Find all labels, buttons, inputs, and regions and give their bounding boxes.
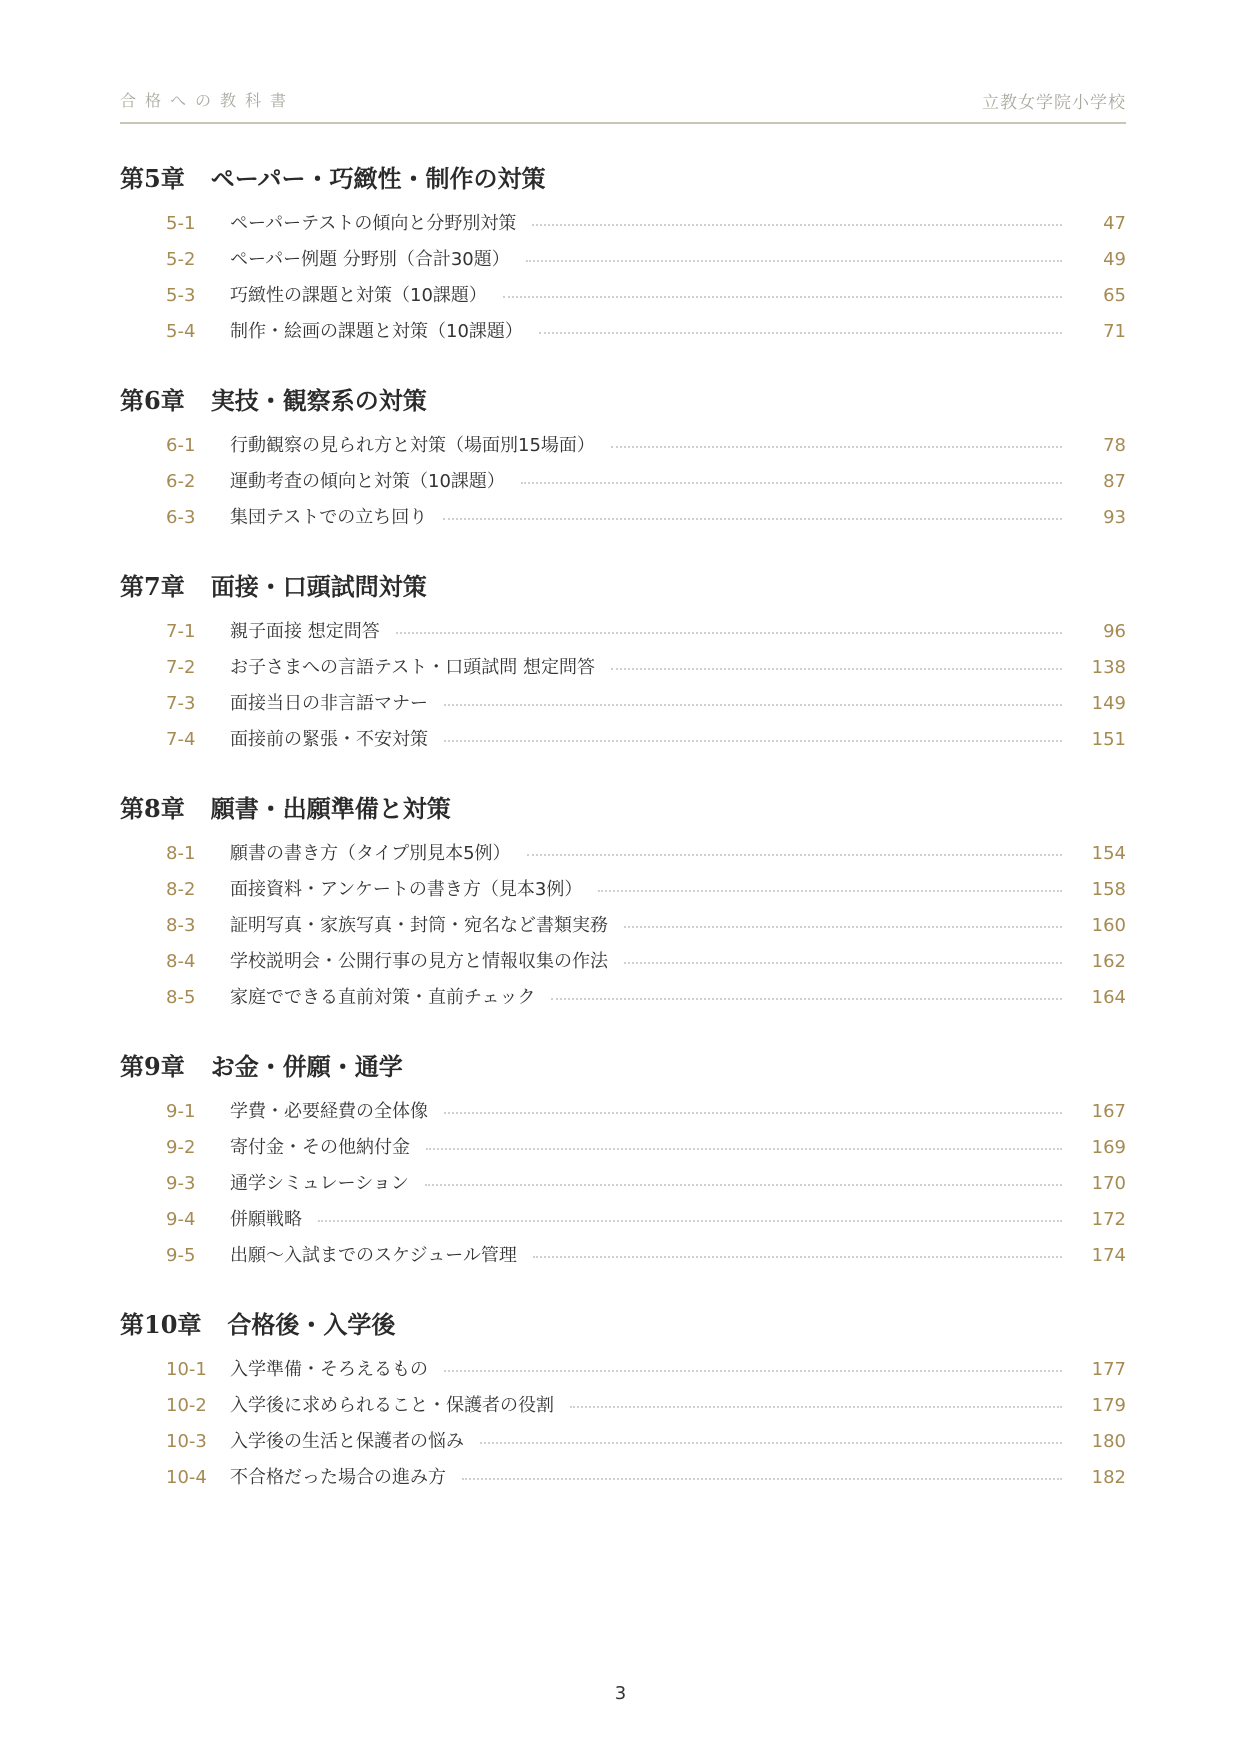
dot-leader: [444, 704, 1062, 706]
entry-line: [230, 206, 1062, 242]
entry-page-number: 138: [1091, 657, 1126, 678]
entry-title: 家庭でできる直前対策・直前チェック: [230, 987, 536, 1008]
chapter-heading: [120, 158, 1126, 200]
entry-page-number: 182: [1091, 1467, 1126, 1488]
toc-entry: [120, 686, 1126, 722]
toc-entry: [120, 1424, 1126, 1460]
chapter-heading: [120, 788, 1126, 830]
toc-entry: [120, 428, 1126, 464]
chapter-heading: [120, 1304, 1126, 1346]
chapter-title: 願書・出願準備と対策: [210, 794, 451, 823]
toc-chapter: [120, 788, 1126, 1016]
entry-number: 5-4: [166, 321, 196, 342]
entry-number: 7-4: [166, 729, 196, 750]
entry-title: お子さまへの言語テスト・口頭試問 想定問答: [230, 657, 595, 678]
entry-line: [230, 722, 1062, 758]
entry-page-number: 158: [1091, 879, 1126, 900]
entry-line: [230, 650, 1062, 686]
dot-leader: [425, 1184, 1062, 1186]
entry-number: 9-2: [166, 1137, 196, 1158]
entry-title: ペーパー例題 分野別（合計30題）: [230, 249, 510, 270]
entry-line: [230, 278, 1062, 314]
entry-line: [230, 1130, 1062, 1166]
entry-line: [230, 980, 1062, 1016]
entry-number: 5-2: [166, 249, 196, 270]
entry-page-number: 179: [1091, 1395, 1126, 1416]
chapter-number: 第6章: [120, 386, 185, 415]
entry-title: 面接当日の非言語マナー: [230, 693, 428, 714]
toc-chapter: [120, 566, 1126, 758]
entry-line: [230, 1094, 1062, 1130]
toc-entry: [120, 1352, 1126, 1388]
chapter-title: お金・併願・通学: [210, 1052, 403, 1081]
entry-number: 5-3: [166, 285, 196, 306]
dot-leader: [426, 1148, 1062, 1150]
dot-leader: [444, 1370, 1062, 1372]
entry-page-number: 78: [1103, 435, 1126, 456]
toc-entry: [120, 614, 1126, 650]
page-number: 3: [614, 1683, 627, 1704]
chapter-heading: [120, 566, 1126, 608]
entry-number: 9-5: [166, 1245, 196, 1266]
entry-page-number: 162: [1091, 951, 1126, 972]
entry-title: 願書の書き方（タイプ別見本5例）: [230, 843, 511, 864]
dot-leader: [444, 1112, 1062, 1114]
chapter-number: 第7章: [120, 572, 185, 601]
entry-number: 5-1: [166, 213, 196, 234]
toc-entry: [120, 1388, 1126, 1424]
entry-page-number: 160: [1091, 915, 1126, 936]
entry-page-number: 154: [1091, 843, 1126, 864]
dot-leader: [443, 518, 1062, 520]
dot-leader: [611, 668, 1062, 670]
entry-title: 不合格だった場合の進み方: [230, 1467, 446, 1488]
entry-title: 面接前の緊張・不安対策: [230, 729, 428, 750]
entry-line: [230, 314, 1062, 350]
toc-entry: [120, 500, 1126, 536]
entry-title: 面接資料・アンケートの書き方（見本3例）: [230, 879, 583, 900]
dot-leader: [527, 854, 1062, 856]
chapter-heading: [120, 1046, 1126, 1088]
entry-number: 9-4: [166, 1209, 196, 1230]
entry-number: 8-1: [166, 843, 196, 864]
page-header: [120, 88, 1126, 124]
entry-number: 6-3: [166, 507, 196, 528]
dot-leader: [521, 482, 1062, 484]
entry-page-number: 93: [1103, 507, 1126, 528]
entry-number: 10-1: [166, 1359, 207, 1380]
toc-entry: [120, 722, 1126, 758]
toc-entry: [120, 944, 1126, 980]
entry-number: 9-3: [166, 1173, 196, 1194]
toc-entry: [120, 1460, 1126, 1496]
toc-entry: [120, 1202, 1126, 1238]
entry-number: 7-1: [166, 621, 196, 642]
entry-title: 行動観察の見られ方と対策（場面別15場面）: [230, 435, 595, 456]
dot-leader: [503, 296, 1062, 298]
dot-leader: [551, 998, 1062, 1000]
entry-page-number: 169: [1091, 1137, 1126, 1158]
toc-chapter: [120, 380, 1126, 536]
entry-line: [230, 908, 1062, 944]
header-book-title: 合格への教科書: [120, 91, 296, 110]
toc-entry: [120, 980, 1126, 1016]
toc-chapter: [120, 1046, 1126, 1274]
entry-number: 8-4: [166, 951, 196, 972]
entry-title: 出願〜入試までのスケジュール管理: [230, 1245, 517, 1266]
toc-chapter: [120, 158, 1126, 350]
dot-leader: [318, 1220, 1062, 1222]
entry-title: 通学シミュレーション: [230, 1173, 409, 1194]
entry-line: [230, 1424, 1062, 1460]
toc-entry: [120, 242, 1126, 278]
entry-title: 親子面接 想定問答: [230, 621, 380, 642]
toc-entry: [120, 1166, 1126, 1202]
entry-line: [230, 686, 1062, 722]
toc-entry: [120, 1130, 1126, 1166]
chapter-number: 第9章: [120, 1052, 185, 1081]
chapter-title: 合格後・入学後: [227, 1310, 396, 1339]
entry-line: [230, 1238, 1062, 1274]
entry-page-number: 167: [1091, 1101, 1126, 1122]
entry-title: 制作・絵画の課題と対策（10課題）: [230, 321, 523, 342]
entry-page-number: 151: [1091, 729, 1126, 750]
entry-line: [230, 1460, 1062, 1496]
entry-number: 7-2: [166, 657, 196, 678]
entry-line: [230, 1202, 1062, 1238]
toc-entry: [120, 1238, 1126, 1274]
entry-line: [230, 836, 1062, 872]
entry-title: 運動考査の傾向と対策（10課題）: [230, 471, 505, 492]
entry-title: 寄付金・その他納付金: [230, 1137, 410, 1158]
entry-page-number: 170: [1091, 1173, 1126, 1194]
entry-page-number: 47: [1103, 213, 1126, 234]
entry-title: 巧緻性の課題と対策（10課題）: [230, 285, 487, 306]
toc-entry: [120, 314, 1126, 350]
entry-number: 6-2: [166, 471, 196, 492]
entry-page-number: 71: [1103, 321, 1126, 342]
entry-line: [230, 242, 1062, 278]
entry-title: 証明写真・家族写真・封筒・宛名など書類実務: [230, 915, 608, 936]
chapter-number: 第8章: [120, 794, 185, 823]
toc-entry: [120, 464, 1126, 500]
entry-number: 8-3: [166, 915, 196, 936]
dot-leader: [624, 926, 1062, 928]
dot-leader: [611, 446, 1062, 448]
entry-line: [230, 614, 1062, 650]
dot-leader: [539, 332, 1062, 334]
entry-line: [230, 1166, 1062, 1202]
entry-page-number: 164: [1091, 987, 1126, 1008]
entry-title: 入学後に求められること・保護者の役割: [230, 1395, 554, 1416]
entry-number: 7-3: [166, 693, 196, 714]
entry-line: [230, 1352, 1062, 1388]
dot-leader: [598, 890, 1062, 892]
entry-line: [230, 872, 1062, 908]
chapter-number: 第5章: [120, 164, 185, 193]
toc-entry: [120, 836, 1126, 872]
toc-entry: [120, 650, 1126, 686]
dot-leader: [526, 260, 1062, 262]
dot-leader: [396, 632, 1062, 634]
entry-title: ペーパーテストの傾向と分野別対策: [230, 213, 517, 234]
toc-entry: [120, 908, 1126, 944]
entry-line: [230, 944, 1062, 980]
chapter-title: ペーパー・巧緻性・制作の対策: [210, 164, 546, 193]
entry-number: 10-2: [166, 1395, 207, 1416]
toc-entry: [120, 278, 1126, 314]
entry-page-number: 177: [1091, 1359, 1126, 1380]
entry-page-number: 96: [1103, 621, 1126, 642]
header-school-name: 立教女学院小学校: [982, 93, 1126, 113]
toc-entry: [120, 1094, 1126, 1130]
toc-entry: [120, 872, 1126, 908]
toc-chapter: [120, 1304, 1126, 1496]
entry-number: 8-2: [166, 879, 196, 900]
entry-line: [230, 500, 1062, 536]
entry-page-number: 65: [1103, 285, 1126, 306]
entry-number: 9-1: [166, 1101, 196, 1122]
dot-leader: [444, 740, 1062, 742]
chapter-number: 第10章: [120, 1310, 202, 1339]
entry-title: 集団テストでの立ち回り: [230, 507, 428, 528]
entry-title: 学費・必要経費の全体像: [230, 1101, 428, 1122]
dot-leader: [533, 1256, 1062, 1258]
chapter-heading: [120, 380, 1126, 422]
entry-title: 入学準備・そろえるもの: [230, 1359, 428, 1380]
entry-title: 併願戦略: [230, 1209, 302, 1230]
entry-page-number: 149: [1091, 693, 1126, 714]
dot-leader: [480, 1442, 1062, 1444]
entry-number: 6-1: [166, 435, 196, 456]
entry-line: [230, 1388, 1062, 1424]
chapter-title: 実技・観察系の対策: [210, 386, 427, 415]
entry-line: [230, 428, 1062, 464]
entry-number: 10-3: [166, 1431, 207, 1452]
entry-page-number: 87: [1103, 471, 1126, 492]
entry-page-number: 174: [1091, 1245, 1126, 1266]
dot-leader: [462, 1478, 1062, 1480]
toc-entry: [120, 206, 1126, 242]
entry-page-number: 180: [1091, 1431, 1126, 1452]
entry-number: 8-5: [166, 987, 196, 1008]
entry-line: [230, 464, 1062, 500]
chapter-title: 面接・口頭試問対策: [210, 572, 427, 601]
entry-page-number: 49: [1103, 249, 1126, 270]
entry-title: 学校説明会・公開行事の見方と情報収集の作法: [230, 951, 608, 972]
dot-leader: [532, 224, 1062, 226]
entry-number: 10-4: [166, 1467, 207, 1488]
entry-page-number: 172: [1091, 1209, 1126, 1230]
dot-leader: [624, 962, 1062, 964]
document-page: [120, 0, 1126, 1754]
entry-title: 入学後の生活と保護者の悩み: [230, 1431, 464, 1452]
dot-leader: [570, 1406, 1062, 1408]
table-of-contents: [120, 158, 1126, 1526]
